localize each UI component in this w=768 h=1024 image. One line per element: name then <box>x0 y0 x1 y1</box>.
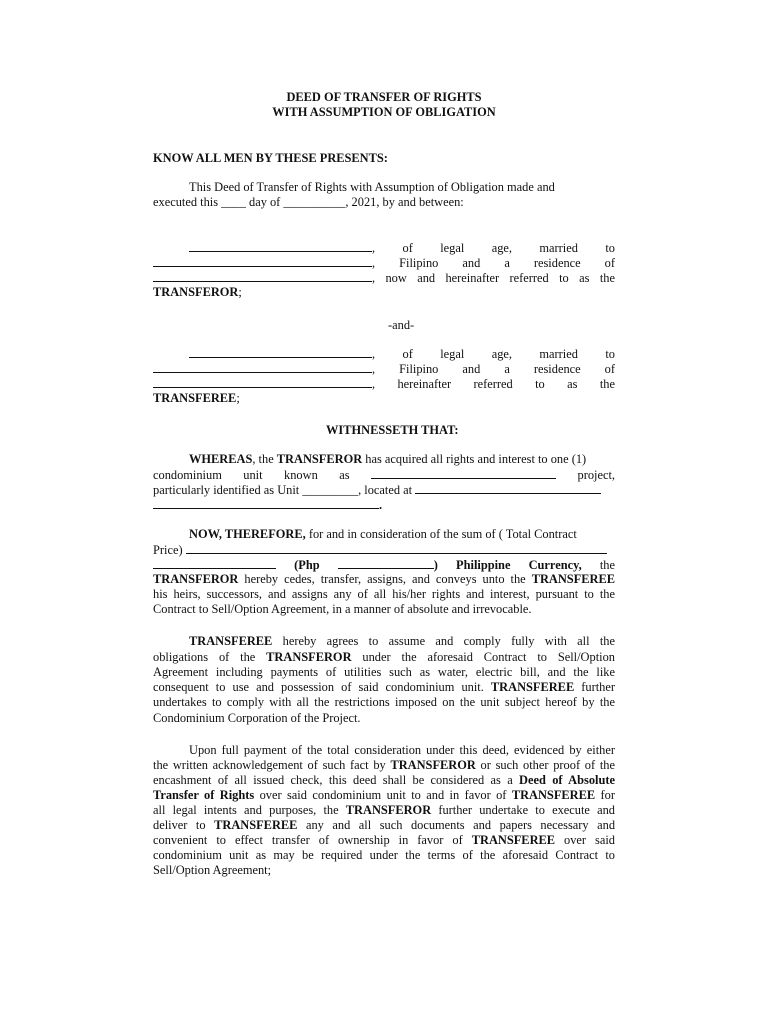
whereas-line4: . <box>153 497 382 513</box>
now-line6: Contract to Sell/Option Agreement, in a manner of absolute and irrevocable. <box>153 602 532 616</box>
assume-line2: obligations of the TRANSFEROR under the aforesaid Contract to Sell/Option <box>153 650 615 664</box>
know-all-heading: KNOW ALL MEN BY THESE PRESENTS: <box>153 151 388 165</box>
whereas-line2: condominium unit known as project, <box>153 468 615 482</box>
now-line5: his heirs, successors, and assigns any of all his/her rights and interest, pursuant to the <box>153 587 615 601</box>
now-line4: TRANSFEROR hereby cedes, transfer, assigns, and conveys unto the TRANSFEREE <box>153 572 615 586</box>
party1-line3: , now and hereinafter referred to as the <box>153 270 615 286</box>
price-words-blank-2 <box>153 557 276 569</box>
residence-blank <box>153 376 372 388</box>
party2-role: TRANSFEREE; <box>153 391 240 405</box>
whereas-line3: particularly identified as Unit _________, located at <box>153 482 601 498</box>
party2-line1: , of legal age, married to <box>189 346 615 362</box>
whereas-line1: WHEREAS, the TRANSFEROR has acquired all rights and interest to one (1) <box>189 452 587 466</box>
now-line2: Price) <box>153 542 607 558</box>
upon-line4: Transfer of Rights over said condominium unit to and in favor of TRANSFEREE for <box>153 788 615 802</box>
residence-blank <box>153 270 372 282</box>
party1-line2: , Filipino and a residence of <box>153 255 615 271</box>
location-blank-2 <box>153 497 379 509</box>
assume-line5: undertakes to comply with all the restrictions imposed on the unit subject hereof by the <box>153 695 615 709</box>
upon-line6: deliver to TRANSFEREE any and all such documents and papers necessary and <box>153 818 616 832</box>
doc-title-line1: DEED OF TRANSFER OF RIGHTS <box>286 90 482 104</box>
upon-line1: Upon full payment of the total consideration under this deed, evidenced by either <box>189 743 615 757</box>
upon-line5: all legal intents and purposes, the TRANSFEROR further undertake to execute and <box>153 803 615 817</box>
party2-line3: , hereinafter referred to as the <box>153 376 615 392</box>
intro-line1: This Deed of Transfer of Rights with Assumption of Obligation made and <box>189 180 555 194</box>
upon-line2: the written acknowledgement of such fact by TRANSFEROR or such other proof of the <box>153 758 615 772</box>
witnesseth-heading: WITHNESSETH THAT: <box>326 423 459 437</box>
name-blank <box>189 346 372 358</box>
and-separator: -and- <box>388 318 415 332</box>
doc-title-line2: WITH ASSUMPTION OF OBLIGATION <box>272 105 496 119</box>
assume-line6: Condominium Corporation of the Project. <box>153 711 361 725</box>
name-blank <box>189 240 372 252</box>
price-words-blank <box>186 542 607 554</box>
party2-line2: , Filipino and a residence of <box>153 361 615 377</box>
intro-line2: executed this ____ day of __________, 2021, by and between: <box>153 195 464 209</box>
upon-line7: convenient to effect transfer of ownership in favor of TRANSFEREE over said <box>153 833 615 847</box>
location-blank <box>415 482 601 494</box>
assume-line1: TRANSFEREE hereby agrees to assume and comply fully with all the <box>189 634 615 648</box>
upon-line9: Sell/Option Agreement; <box>153 863 272 877</box>
assume-line4: consequent to use and possession of said condominium unit. TRANSFEREE further <box>153 680 615 694</box>
project-blank <box>371 467 556 479</box>
now-line3: (Php ) Philippine Currency, the <box>153 557 615 573</box>
assume-line3: Agreement including payments of utilities such as water, electric bill, and the like <box>153 665 615 679</box>
now-line1: NOW, THEREFORE, for and in consideration of the sum of ( Total Contract <box>189 527 577 541</box>
upon-line8: condominium unit as may be required under the terms of the aforesaid Contract to <box>153 848 615 862</box>
party1-role: TRANSFEROR; <box>153 285 242 299</box>
upon-line3: encashment of all issued check, this deed shall be considered as a Deed of Absolute <box>153 773 615 787</box>
spouse-blank <box>153 361 372 373</box>
price-figure-blank <box>338 557 434 569</box>
spouse-blank <box>153 255 372 267</box>
party1-line1: , of legal age, married to <box>189 240 615 256</box>
